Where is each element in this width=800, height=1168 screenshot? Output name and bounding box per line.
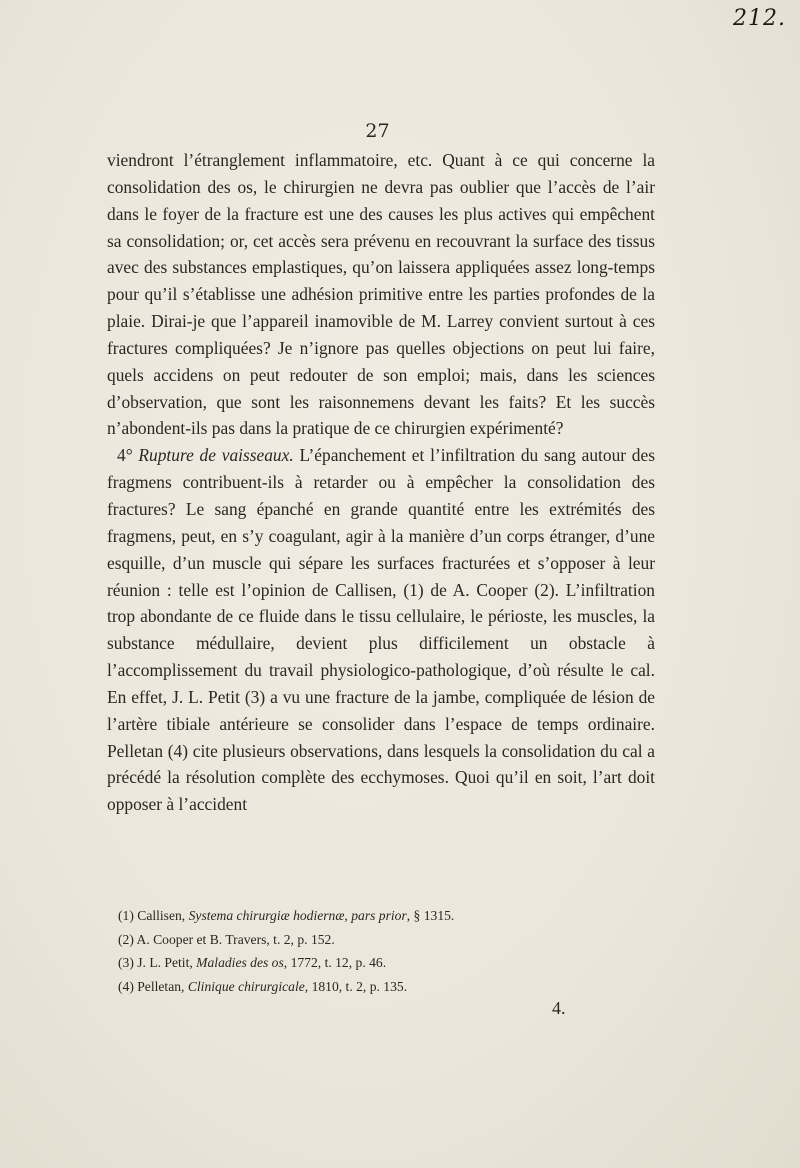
handwritten-folio-number: 212.	[733, 6, 786, 31]
footnote-3-title: Maladies des os	[196, 955, 284, 970]
footnote-1-ref: , § 1315.	[406, 908, 455, 923]
body-text	[107, 147, 655, 818]
footnote-4-title: Clinique chirurgicale	[187, 978, 305, 994]
footnote-4-author: (4) Pelletan,	[118, 978, 188, 994]
footnote-3	[118, 951, 598, 975]
footnote-3-ref: , 1772, t. 12, p. 46.	[283, 955, 387, 970]
paragraph-1: viendront l’étranglement inflammatoire, etc. Quant à ce qui concerne la consolidation des os, le chirurgien ne devra pas oublier que l’accès de l’air dans le foyer de la fracture est une des causes les plus actives qui empêchent sa consolidation; or, cet accès sera prévenu en recouvrant la surface des tissus avec des substances emplastiques, qu’on laissera appliquées assez long-temps pour qu’il s’établisse une adhésion primitive entre les parties profondes de la plaie. Dirai-je que l’appareil inamovible de M. Larrey convient surtout à ces fractures compliquées? Je n’ignore pas quelles objections on peut lui faire, quels accidens on peut redouter de son emploi; mais, dans les sciences d’observation, que sont les raisonnemens devant les faits? Et les succès n’abondent-ils pas dans la pratique de ce chirurgien expérimenté?	[107, 150, 655, 439]
paragraph-2	[107, 442, 655, 818]
footnote-1-author: (1) Callisen,	[118, 908, 189, 923]
page-number: 27	[365, 120, 390, 142]
footnote-1	[118, 904, 598, 928]
footnote-2	[118, 928, 598, 952]
footnote-2-author: (2) A. Cooper et B. Travers, t. 2, p. 152.	[118, 931, 335, 947]
footnote-1-title: Systema chirurgiæ hodiernæ, pars prior	[188, 908, 407, 923]
section-number: 4°	[117, 445, 133, 466]
footnotes	[118, 904, 598, 998]
footnote-4	[118, 975, 598, 999]
paragraph-2-text: L’épanchement et l’infiltration du sang autour des fragmens contribuent-ils à retarder ou à empêcher la consolidation des fractures? Le sang épanché en grande quantité entre les extrémités des fragmens, peut, en s’y coagulant, agir à la manière d’un corps étranger, d’une esquille, d’un muscle qui sépare les surfaces fracturées et s’opposer à leur réunion : telle est l’opinion de Callisen, (1) de A. Cooper (2). L’infiltration trop abondante de ce fluide dans le tissu cellulaire, le périoste, les muscles, la substance médullaire, devient plus difficilement un obstacle à l’accomplissement du travail physiologico-pathologique, d’où résulte le cal. En effet, J. L. Petit (3) a vu une fracture de la jambe, compliquée de lésion de l’artère tibiale antérieure se consolider dans l’espace de temps ordinaire. Pelletan (4) cite plusieurs observations, dans lesquels la consolidation du cal a précédé la résolution complète des ecchymoses. Quoi qu’il en soit, l’art doit opposer à l’accident	[107, 445, 655, 815]
footnote-3-author: (3) J. L. Petit,	[118, 955, 197, 970]
footnote-4-ref: , 1810, t. 2, p. 135.	[304, 978, 408, 994]
signature-mark: 4.	[552, 998, 566, 1018]
section-heading: Rupture de vaisseaux.	[138, 445, 294, 466]
